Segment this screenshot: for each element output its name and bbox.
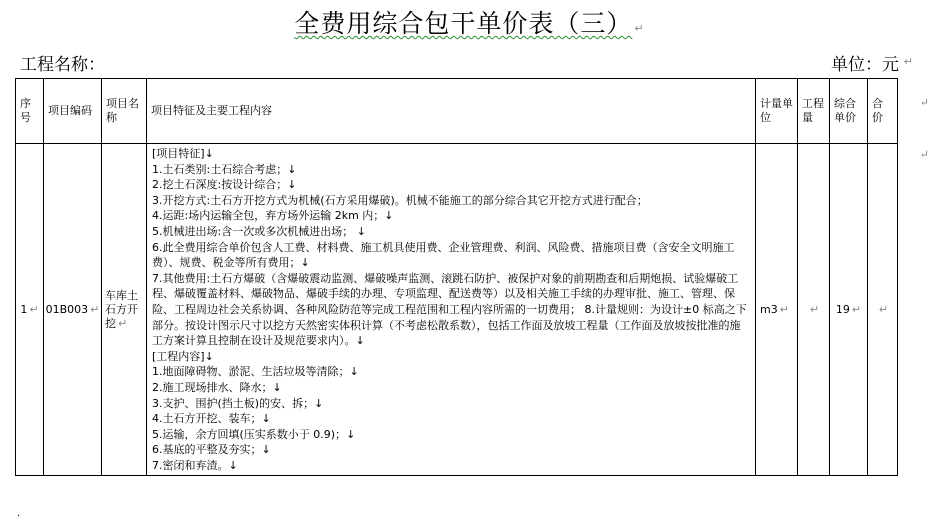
cell-unit-price <box>830 144 868 476</box>
table-row <box>16 144 898 476</box>
desc-line: [项目特征]↓ <box>152 147 214 160</box>
cell-code <box>44 144 102 476</box>
paragraph-mark-icon: ↵ <box>851 302 862 316</box>
desc-line: 4.土石方开挖、装车；↓ <box>152 412 271 426</box>
header-features: 项目特征及主要工程内容 <box>147 79 756 144</box>
table-header-row <box>16 79 898 144</box>
paragraph-mark-icon: ↵ <box>118 316 128 330</box>
desc-line: 6.基底的平整及夯实；↓ <box>152 443 271 457</box>
header-code: 项目编码 <box>44 79 102 144</box>
desc-line: 5.机械进出场:含一次或多次机械进出场； ↓ <box>152 224 366 238</box>
paragraph-mark-icon: ↵ <box>634 22 645 35</box>
paragraph-mark-icon: ↵ <box>90 302 100 316</box>
price-table <box>15 78 898 476</box>
paragraph-mark-icon: ↵ <box>878 302 889 316</box>
code-value: 01B003 <box>45 302 89 316</box>
cell-quantity <box>798 144 830 476</box>
paragraph-mark-icon: ↵ <box>903 55 913 68</box>
desc-line: 1.土石类别:土石综合考虑；↓ <box>152 162 297 176</box>
header-name: 项目名称 <box>102 79 147 144</box>
desc-line: 6.此全费用综合单价包含人工费、材料费、施工机具使用费、企业管理费、利润、风险费、措施项目费（含安全文明施工费）、规费、税金等所有费用；↓ <box>152 240 735 270</box>
desc-line: 3.支护、围护(挡土板)的安、拆；↓ <box>152 396 324 410</box>
desc-line: 4.运距:场内运输全包，弃方场外运输 2km 内；↓ <box>152 209 394 223</box>
paragraph-mark-icon: ↵ <box>809 302 820 316</box>
paragraph-mark-icon: ↵ <box>29 302 39 316</box>
desc-line: 1.地面障碍物、淤泥、生活垃圾等清除；↓ <box>152 365 359 379</box>
measure-unit-value: m3 <box>760 302 778 316</box>
title-text: 全费用综合包干单价表（三） <box>294 9 633 38</box>
header-measure-unit: 计量单位 <box>756 79 798 144</box>
paragraph-mark-icon: ↵ <box>919 148 929 161</box>
paragraph-mark-icon: ↵ <box>779 302 789 316</box>
cell-measure-unit <box>756 144 798 476</box>
desc-line: [工程内容]↓ <box>152 349 214 363</box>
desc-line: 7.其他费用:土石方爆破（含爆破震动监测、爆破噪声监测、滚跳石防护、被保护对象的前期勘查和后期炮损、试验爆破工程、爆破覆盖材料、爆破物品、爆破手续的办理、专项监理、配送费等）以及相关施工手续的办理审批、施工、管理、保险、工程周边社会关系协调、各种风险防范等完成工程范围和工程内容所需的一切费用； 8.计量规则：为设计±0 标高之下部分。按设计图示尺寸以挖方天然密实体积计算（不考虑松散系数），包括工作面及放坡工程量（工作面及放坡按批准的施工方案计算且控制在设计及规范要求内）。↓ <box>152 271 747 348</box>
header-unit-price: 综合单价 <box>830 79 868 144</box>
desc-line: 5.运输，余方回填(压实系数小于 0.9)；↓ <box>152 427 356 441</box>
name-value: 车库土石方开挖 <box>105 288 138 330</box>
desc-line: 3.开挖方式:土石方开挖方式为机械(石方采用爆破)。机械不能施工的部分综合其它开挖方式进行配合； <box>152 193 648 207</box>
unit-label: 单位：元 <box>831 55 899 75</box>
header-seq: 序号 <box>16 79 44 144</box>
desc-line: 7.密闭和弃渣。↓ <box>152 458 238 472</box>
paragraph-mark-icon: ↵ <box>919 96 929 109</box>
paragraph-dot: · <box>17 511 21 522</box>
desc-line: 2.施工现场排水、降水；↓ <box>152 380 282 394</box>
project-name-label: 工程名称： <box>20 55 105 75</box>
desc-line: 2.挖土石深度:按设计综合；↓ <box>152 178 297 192</box>
cell-description <box>147 144 756 476</box>
cell-name <box>102 144 147 476</box>
unit-label-wrap <box>831 50 913 75</box>
seq-value: 1 <box>20 302 28 316</box>
header-total-price: 合价 <box>868 79 898 144</box>
page-title <box>0 4 939 40</box>
cell-seq <box>16 144 44 476</box>
header-quantity: 工程量 <box>798 79 830 144</box>
cell-total-price <box>868 144 898 476</box>
unit-price-value: 19 <box>835 302 850 316</box>
